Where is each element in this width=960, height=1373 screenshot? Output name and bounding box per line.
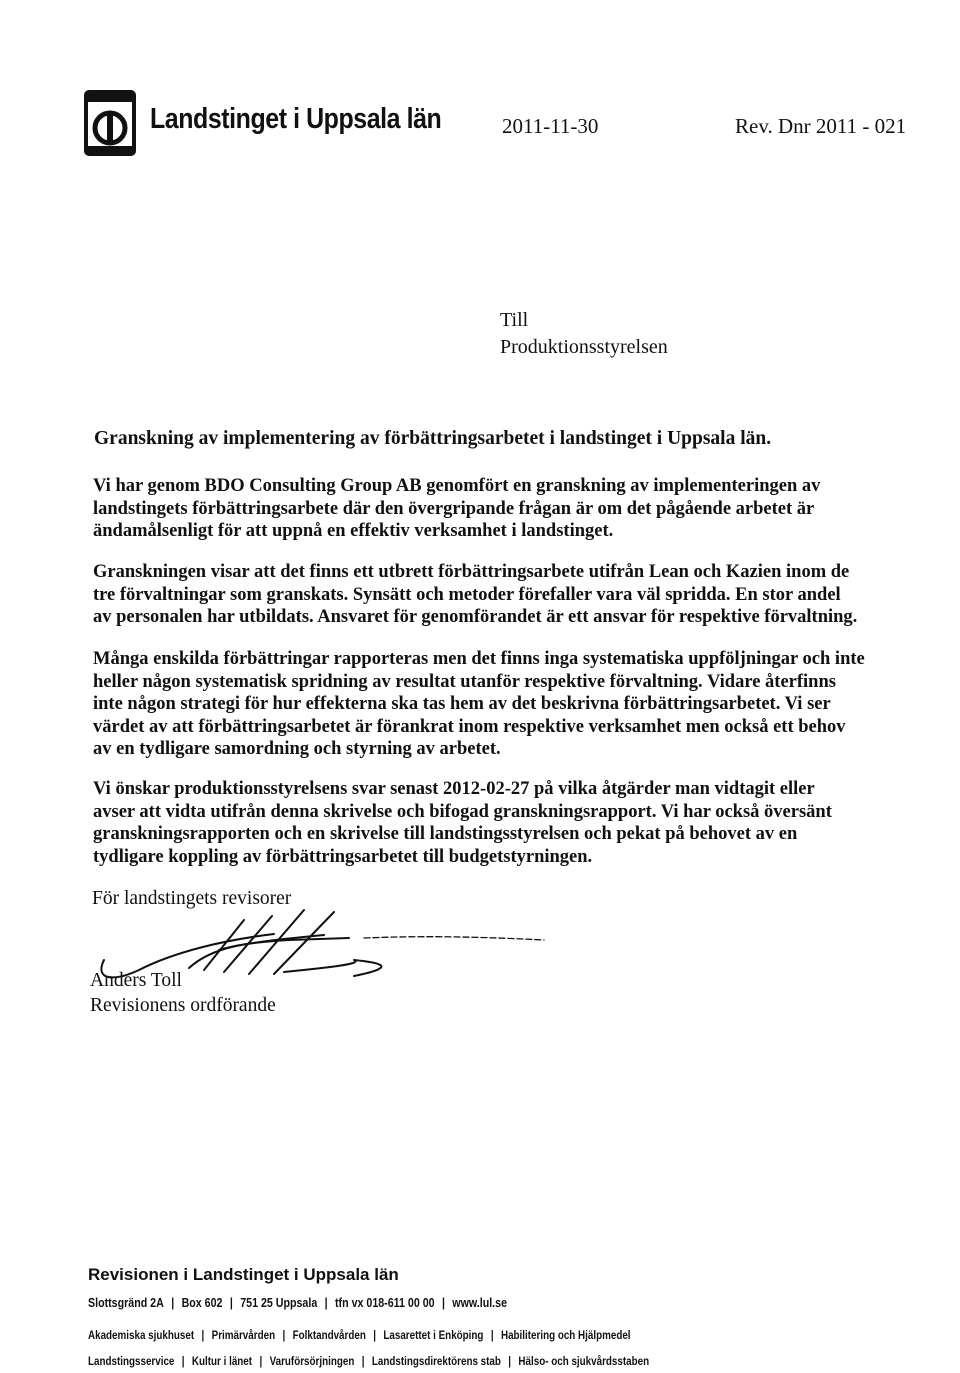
paragraph-line: heller någon systematisk spridning av resultat utanför respektive förvaltning. Vidare återfinns (93, 671, 836, 692)
footer-organization: Revisionen i Landstinget i Uppsala län (88, 1265, 399, 1284)
footer-unit: Lasarettet i Enköping (383, 1328, 484, 1342)
paragraph-line: landstingets förbättringsarbete där den övergripande frågan är om det pågående arbetet är (93, 498, 815, 519)
paragraph-line: tydligare koppling av förbättringsarbetet till budgetstyrningen. (93, 846, 593, 867)
paragraph-line: tre förvaltningar som granskats. Synsätt och metoder förefaller vara väl spridda. En stor andel (93, 584, 841, 605)
footer-unit: Kultur i länet (191, 1354, 253, 1368)
paragraph-line: värdet av att förbättringsarbetet är förankrat inom respektive verksamhet men också ett behov (93, 716, 846, 737)
footer-unit: Habilitering och Hjälpmedel (500, 1328, 631, 1342)
paragraph-3 (93, 648, 865, 761)
organization-logo-icon (84, 90, 136, 156)
paragraph-line: Vi önskar produktionsstyrelsens svar senast 2012-02-27 på vilka åtgärder man vidtagit eller (93, 779, 815, 799)
reference-number: Rev. Dnr 2011 - 021 (735, 114, 907, 138)
paragraph-2 (93, 561, 858, 629)
footer-postal: 751 25 Uppsala (240, 1295, 318, 1310)
closing-line: För landstingets revisorer (92, 888, 292, 909)
paragraph-line: ändamålsenligt för att uppnå en effektiv verksamhet i landstinget. (93, 521, 614, 541)
footer-website-link[interactable]: www.lul.se (452, 1295, 508, 1310)
paragraph-line: inte någon strategi för hur effekterna ska tas hem av det beskrivna förbättringsarbetet. Vi ser (93, 694, 831, 714)
footer-address-line: Slottsgränd 2A | Box 602 | 751 25 Uppsala | tfn vx 018-611 00 00 | www.lul.se (88, 1295, 508, 1310)
recipient-line-2: Produktionsstyrelsen (500, 336, 668, 358)
paragraph-1 (93, 475, 833, 543)
footer-street: Slottsgränd 2A (88, 1295, 164, 1310)
footer-box: Box 602 (181, 1295, 223, 1310)
footer-units-row-2: Landstingsservice | Kultur i länet | Varuförsörjningen | Landstingsdirektörens stab | Hälso- och sjukvårdsstaben (88, 1354, 650, 1368)
footer-unit: Varuförsörjningen (269, 1354, 355, 1368)
footer-unit: Hälso- och sjukvårdsstaben (518, 1354, 650, 1368)
footer-unit: Primärvården (211, 1328, 276, 1342)
signer-title: Revisionens ordförande (90, 995, 276, 1016)
recipient-line-1: Till (500, 309, 529, 331)
document-date: 2011-11-30 (502, 114, 599, 138)
organization-name: Landstinget i Uppsala län (150, 103, 442, 135)
recipient-block (500, 307, 668, 361)
footer-unit: Folktandvården (292, 1328, 366, 1342)
footer-unit: Akademiska sjukhuset (88, 1328, 195, 1342)
paragraph-line: granskningsrapporten och en skrivelse till landstingsstyrelsen och pekat på behovet av en (93, 824, 798, 844)
paragraph-4 (93, 778, 833, 868)
paragraph-line: avser att vidta utifrån denna skrivelse och bifogad granskningsrapport. Vi har också översänt (93, 801, 832, 822)
signer-name: Anders Toll (90, 970, 182, 991)
paragraph-line: Vi har genom BDO Consulting Group AB genomfört en granskning av implementeringen av (93, 476, 821, 496)
subject-heading: Granskning av implementering av förbättringsarbetet i landstinget i Uppsala län. (94, 428, 772, 449)
paragraph-line: av en tydligare samordning och styrning av arbetet. (93, 739, 501, 759)
footer-unit: Landstingsdirektörens stab (371, 1354, 501, 1368)
footer-units-row-1: Akademiska sjukhuset | Primärvården | Folktandvården | Lasarettet i Enköping | Habilitering och Hjälpmedel (88, 1328, 631, 1342)
paragraph-line: Många enskilda förbättringar rapporteras men det finns inga systematiska uppföljningar och inte (93, 649, 865, 669)
footer-unit: Landstingsservice (88, 1354, 175, 1368)
footer-phone: tfn vx 018-611 00 00 (334, 1295, 435, 1310)
paragraph-line: av personalen har utbildats. Ansvaret för genomförandet är ett ansvar för respektive förvaltning. (93, 607, 858, 627)
paragraph-line: Granskningen visar att det finns ett utbrett förbättringsarbete utifrån Lean och Kazien inom de (93, 562, 850, 582)
